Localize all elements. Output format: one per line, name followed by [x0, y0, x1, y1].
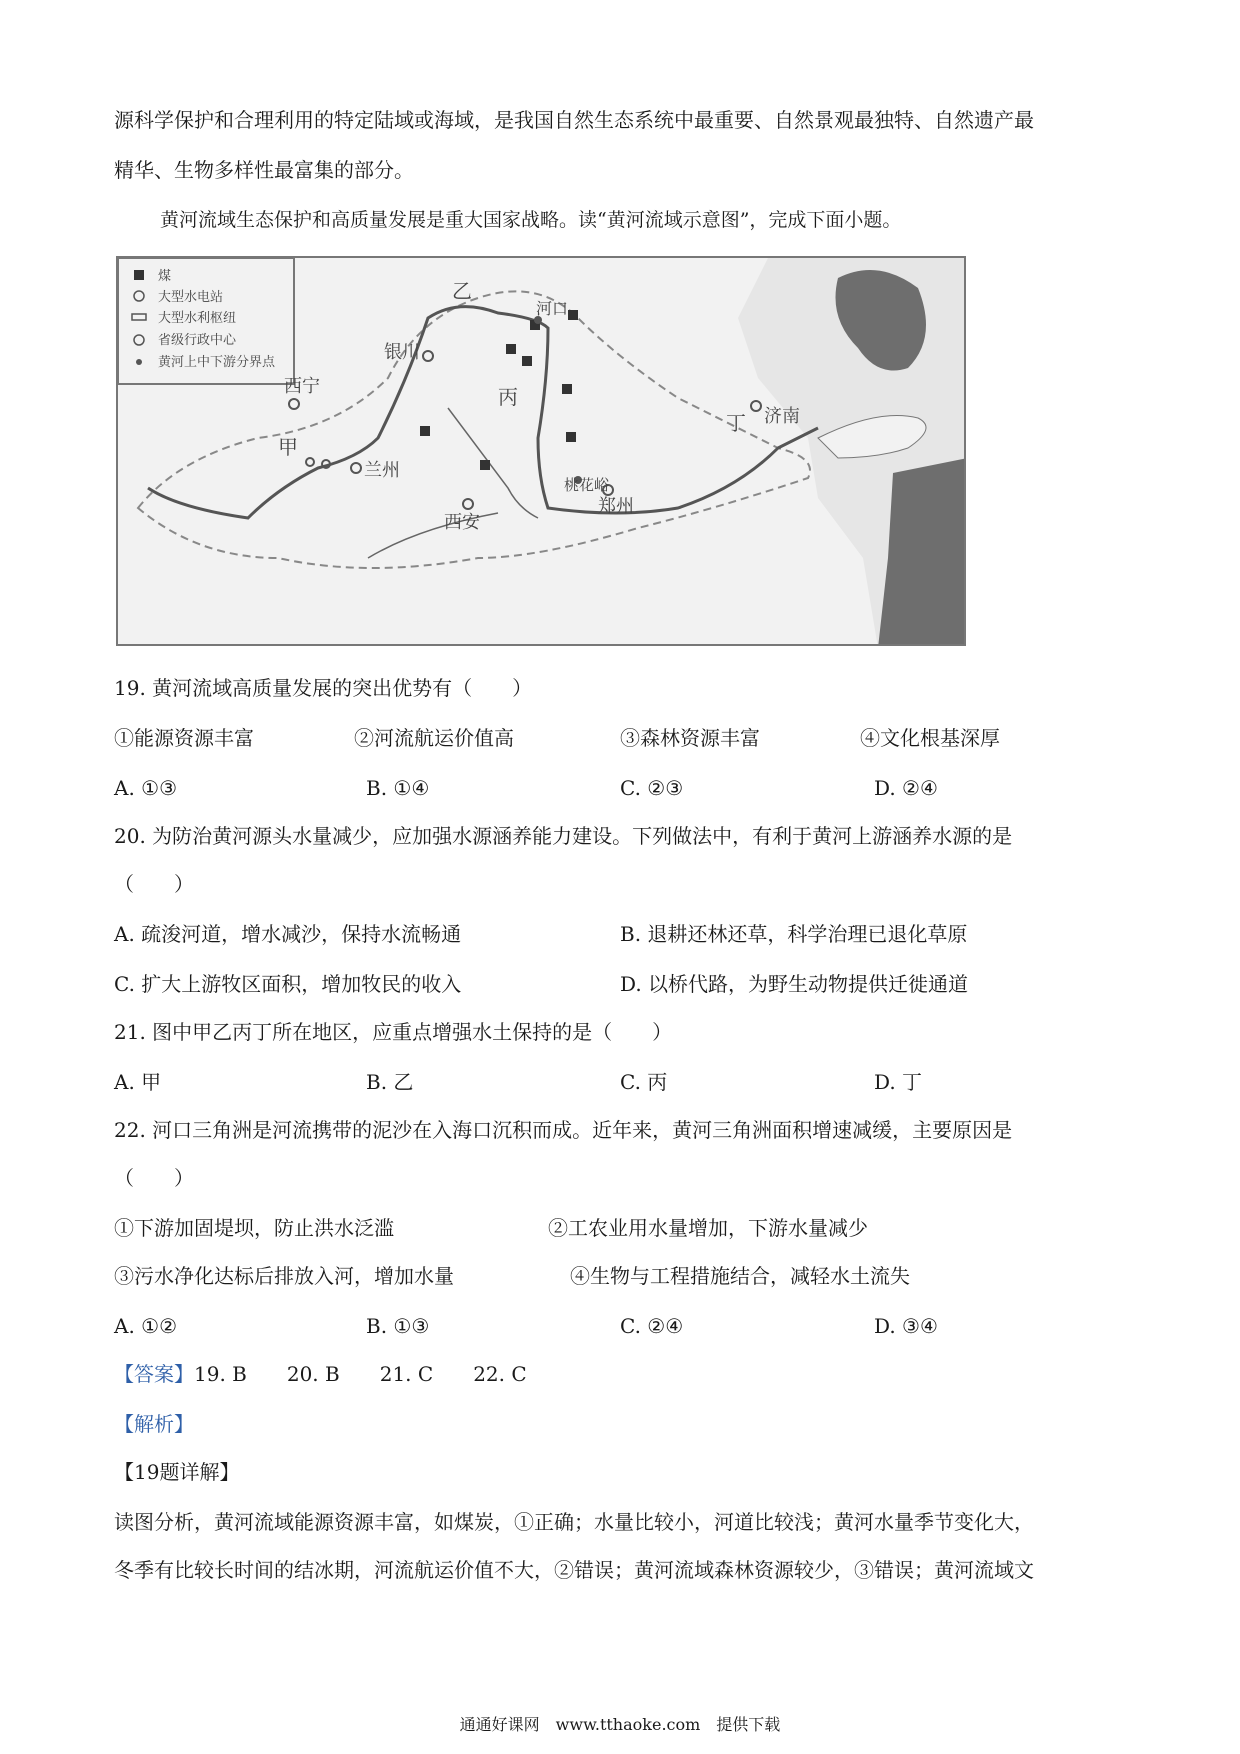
q20-choice-b: B. 退耕还林还草，科学治理已退化草原	[620, 922, 968, 946]
intro-line-1: 源科学保护和合理利用的特定陆域或海域，是我国自然生态系统中最重要、自然景观最独特、自然遗产最	[114, 108, 1034, 132]
label-xian: 西安	[444, 512, 480, 533]
answer-line	[114, 1360, 527, 1388]
answer-text: 19. B 20. B 21. C 22. C	[194, 1362, 527, 1386]
q22-item-1: ①下游加固堤坝，防止洪水泛滥	[114, 1216, 394, 1240]
coal-symbol	[568, 310, 578, 320]
label-yinchuan: 银川	[384, 342, 420, 363]
label-lanzhou: 兰州	[364, 460, 400, 481]
label-zhengzhou: 郑州	[598, 496, 634, 517]
q22-choice-b: B. ①③	[366, 1314, 430, 1338]
legend-coal: 煤	[158, 269, 172, 284]
label-jia: 甲	[278, 435, 298, 459]
q22-item-2: ②工农业用水量增加，下游水量减少	[548, 1216, 868, 1240]
q19-choice-b: B. ①④	[366, 776, 430, 800]
coal-symbol	[522, 356, 532, 366]
q19-choice-c: C. ②③	[620, 776, 684, 800]
q19-item-2: ②河流航运价值高	[354, 726, 514, 750]
q19-item-1: ①能源资源丰富	[114, 726, 254, 750]
city-marker	[423, 351, 433, 361]
q22-choice-c: C. ②④	[620, 1314, 684, 1338]
q21-stem: 21. 图中甲乙丙丁所在地区，应重点增强水土保持的是（ ）	[114, 1020, 673, 1044]
coal-symbol	[566, 432, 576, 442]
q19-stem: 19. 黄河流域高质量发展的突出优势有（ ）	[114, 676, 533, 700]
detail19-title: 【19题详解】	[114, 1460, 240, 1484]
coal-symbol	[562, 384, 572, 394]
answer-label: 【答案】	[114, 1362, 194, 1386]
analysis-label: 【解析】	[114, 1412, 194, 1436]
q22-paren: （ ）	[114, 1166, 194, 1190]
q21-choice-a: A. 甲	[114, 1070, 162, 1094]
detail19-line-1: 读图分析，黄河流域能源资源丰富，如煤炭，①正确；水量比较小，河道比较浅；黄河水量季节变化大，	[114, 1510, 1034, 1534]
q21-choice-c: C. 丙	[620, 1070, 668, 1094]
coal-symbol	[506, 344, 516, 354]
q22-stem: 22. 河口三角洲是河流携带的泥沙在入海口沉积而成。近年来，黄河三角洲面积增速减缓，主要原因是	[114, 1118, 1013, 1142]
q21-choice-d: D. 丁	[874, 1070, 923, 1094]
q19-item-3: ③森林资源丰富	[620, 726, 760, 750]
legend-boundary-point: 黄河上中下游分界点	[158, 355, 276, 370]
intro-line-3: 黄河流域生态保护和高质量发展是重大国家战略。读“黄河流域示意图”，完成下面小题。	[160, 209, 902, 231]
q19-choice-a: A. ①③	[114, 776, 178, 800]
q21-choice-b: B. 乙	[366, 1070, 414, 1094]
coal-symbol	[420, 426, 430, 436]
label-taohuayu: 桃花峪	[564, 476, 610, 494]
label-ding: 丁	[726, 411, 746, 435]
q20-paren: （ ）	[114, 872, 194, 896]
q22-item-4: ④生物与工程措施结合，减轻水土流失	[570, 1264, 910, 1288]
q19-item-4: ④文化根基深厚	[860, 726, 1000, 750]
q22-item-3: ③污水净化达标后排放入河，增加水量	[114, 1264, 454, 1288]
yellow-river-basin-map	[116, 256, 966, 646]
legend-hydropower: 大型水电站	[158, 290, 224, 305]
q22-choice-d: D. ③④	[874, 1314, 938, 1338]
city-marker	[463, 499, 473, 509]
coal-symbol	[480, 460, 490, 470]
page-footer: 通通好课网 www.tthaoke.com 提供下载	[459, 1715, 781, 1734]
hydropower-marker	[306, 458, 314, 466]
city-marker	[289, 399, 299, 409]
q20-choice-d: D. 以桥代路，为野生动物提供迁徙通道	[620, 972, 969, 996]
detail19-line-2: 冬季有比较长时间的结冰期，河流航运价值不大，②错误；黄河流域森林资源较少，③错误；黄河流域文	[114, 1558, 1034, 1582]
legend-capital: 省级行政中心	[158, 333, 237, 348]
label-bing: 丙	[498, 385, 518, 409]
label-xining: 西宁	[284, 376, 320, 397]
city-marker	[751, 401, 761, 411]
city-marker	[351, 463, 361, 473]
q20-choice-a: A. 疏浚河道，增水减沙，保持水流畅通	[114, 922, 462, 946]
q19-choice-d: D. ②④	[874, 776, 938, 800]
label-jinan: 济南	[764, 406, 800, 427]
q22-choice-a: A. ①②	[114, 1314, 178, 1338]
q20-stem: 20. 为防治黄河源头水量减少，应加强水源涵养能力建设。下列做法中，有利于黄河上游涵养水源的是	[114, 824, 1013, 848]
intro-line-2: 精华、生物多样性最富集的部分。	[114, 158, 414, 182]
legend-water-hub: 大型水利枢纽	[158, 311, 237, 326]
label-yi: 乙	[452, 279, 472, 303]
q20-choice-c: C. 扩大上游牧区面积，增加牧民的收入	[114, 972, 462, 996]
label-hekou: 河口	[536, 299, 569, 318]
